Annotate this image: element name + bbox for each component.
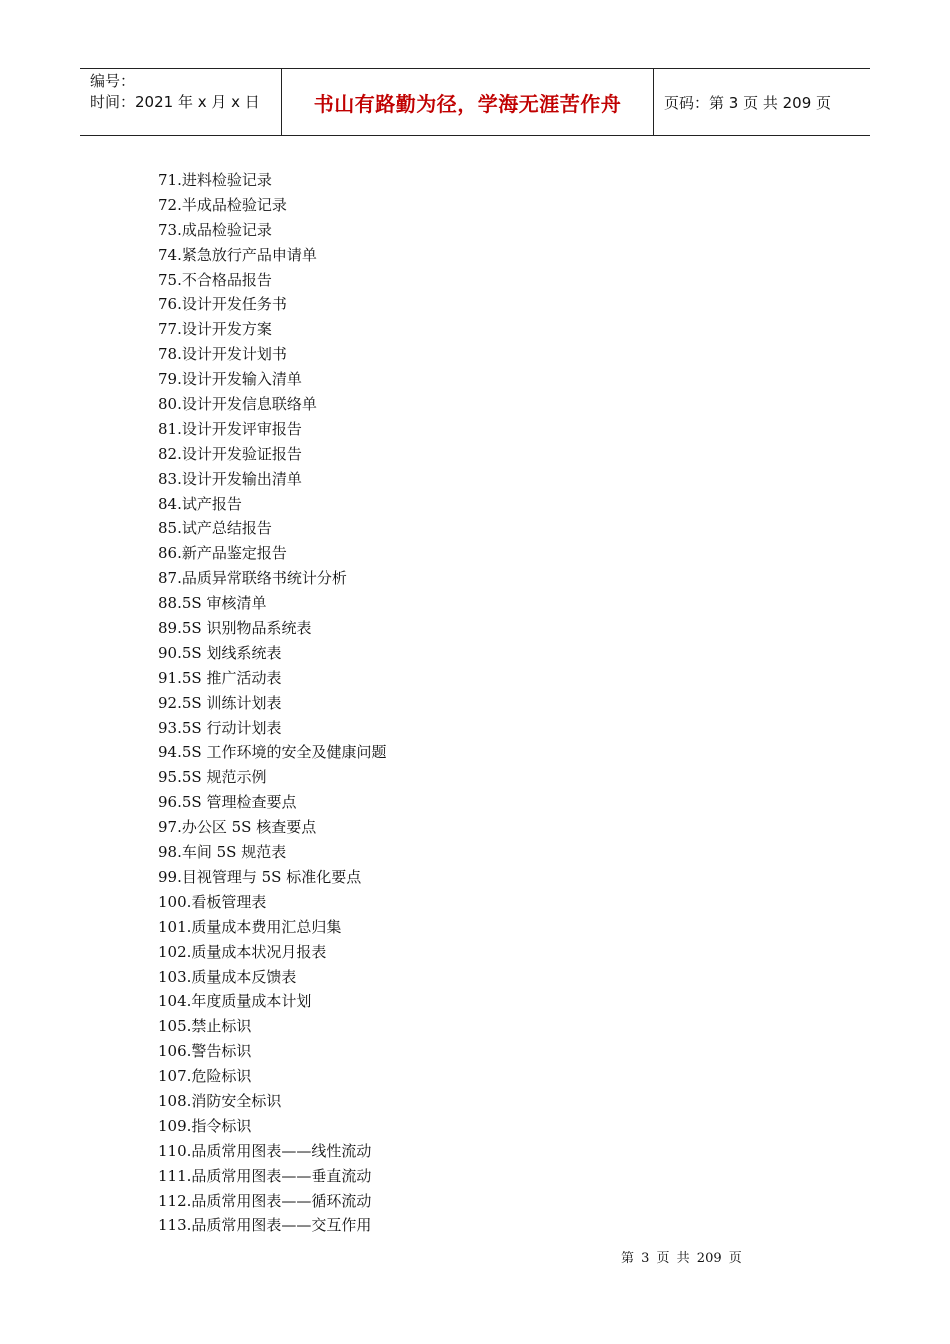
list-item: 72.半成品检验记录 <box>158 195 287 214</box>
list-item: 76.设计开发任务书 <box>158 295 287 314</box>
list-item: 113.品质常用图表——交互作用 <box>158 1216 372 1235</box>
list-item: 80.设计开发信息联络单 <box>158 395 317 414</box>
list-item: 85.试产总结报告 <box>158 519 272 538</box>
list-item: 100.看板管理表 <box>158 892 267 911</box>
time-label: 时间：2021 年 x 月 x 日 <box>90 93 260 111</box>
header-page-info: 页码：第 3 页 共 209 页 <box>664 93 832 112</box>
list-item: 96.5S 管理检查要点 <box>158 793 297 812</box>
list-item: 110.品质常用图表——线性流动 <box>158 1141 372 1160</box>
header-motto: 书山有路勤为径，学海无涯苦作舟 <box>282 69 654 135</box>
number-label: 编号： <box>90 72 136 90</box>
list-item: 106.警告标识 <box>158 1042 252 1061</box>
page-header <box>80 68 870 136</box>
list-item: 112.品质常用图表——循环流动 <box>158 1191 372 1210</box>
list-item: 107.危险标识 <box>158 1067 252 1086</box>
list-item: 87.品质异常联络书统计分析 <box>158 569 347 588</box>
list-item: 78.设计开发计划书 <box>158 345 287 364</box>
list-item: 105.禁止标识 <box>158 1017 252 1036</box>
list-item: 84.试产报告 <box>158 494 242 513</box>
list-item: 108.消防安全标识 <box>158 1091 282 1110</box>
list-item: 101.质量成本费用汇总归集 <box>158 917 342 936</box>
list-item: 79.设计开发输入清单 <box>158 370 302 389</box>
list-item: 111.品质常用图表——垂直流动 <box>158 1166 372 1185</box>
header-meta <box>80 69 282 135</box>
list-item: 90.5S 划线系统表 <box>158 643 282 662</box>
list-item: 104.年度质量成本计划 <box>158 992 312 1011</box>
list-item: 89.5S 识别物品系统表 <box>158 619 312 638</box>
document-item-list <box>158 168 386 1238</box>
list-item: 86.新产品鉴定报告 <box>158 544 287 563</box>
list-item: 95.5S 规范示例 <box>158 768 267 787</box>
list-item: 103.质量成本反馈表 <box>158 967 297 986</box>
list-item: 99.目视管理与 5S 标准化要点 <box>158 867 362 886</box>
list-item: 82.设计开发验证报告 <box>158 444 302 463</box>
list-item: 83.设计开发输出清单 <box>158 469 302 488</box>
list-item: 109.指令标识 <box>158 1116 252 1135</box>
list-item: 94.5S 工作环境的安全及健康问题 <box>158 743 387 762</box>
list-item: 93.5S 行动计划表 <box>158 718 282 737</box>
list-item: 81.设计开发评审报告 <box>158 419 302 438</box>
list-item: 75.不合格品报告 <box>158 270 272 289</box>
list-item: 102.质量成本状况月报表 <box>158 942 327 961</box>
list-item: 71.进料检验记录 <box>158 171 272 189</box>
page-footer: 第 3 页 共 209 页 <box>621 1251 742 1266</box>
list-item: 77.设计开发方案 <box>158 320 272 339</box>
list-item: 74.紧急放行产品申请单 <box>158 245 317 264</box>
list-item: 97.办公区 5S 核查要点 <box>158 818 317 837</box>
list-item: 92.5S 训练计划表 <box>158 693 282 712</box>
list-item: 98.车间 5S 规范表 <box>158 843 287 862</box>
list-item: 91.5S 推广活动表 <box>158 668 282 687</box>
list-item: 73.成品检验记录 <box>158 220 272 239</box>
list-item: 88.5S 审核清单 <box>158 594 267 613</box>
